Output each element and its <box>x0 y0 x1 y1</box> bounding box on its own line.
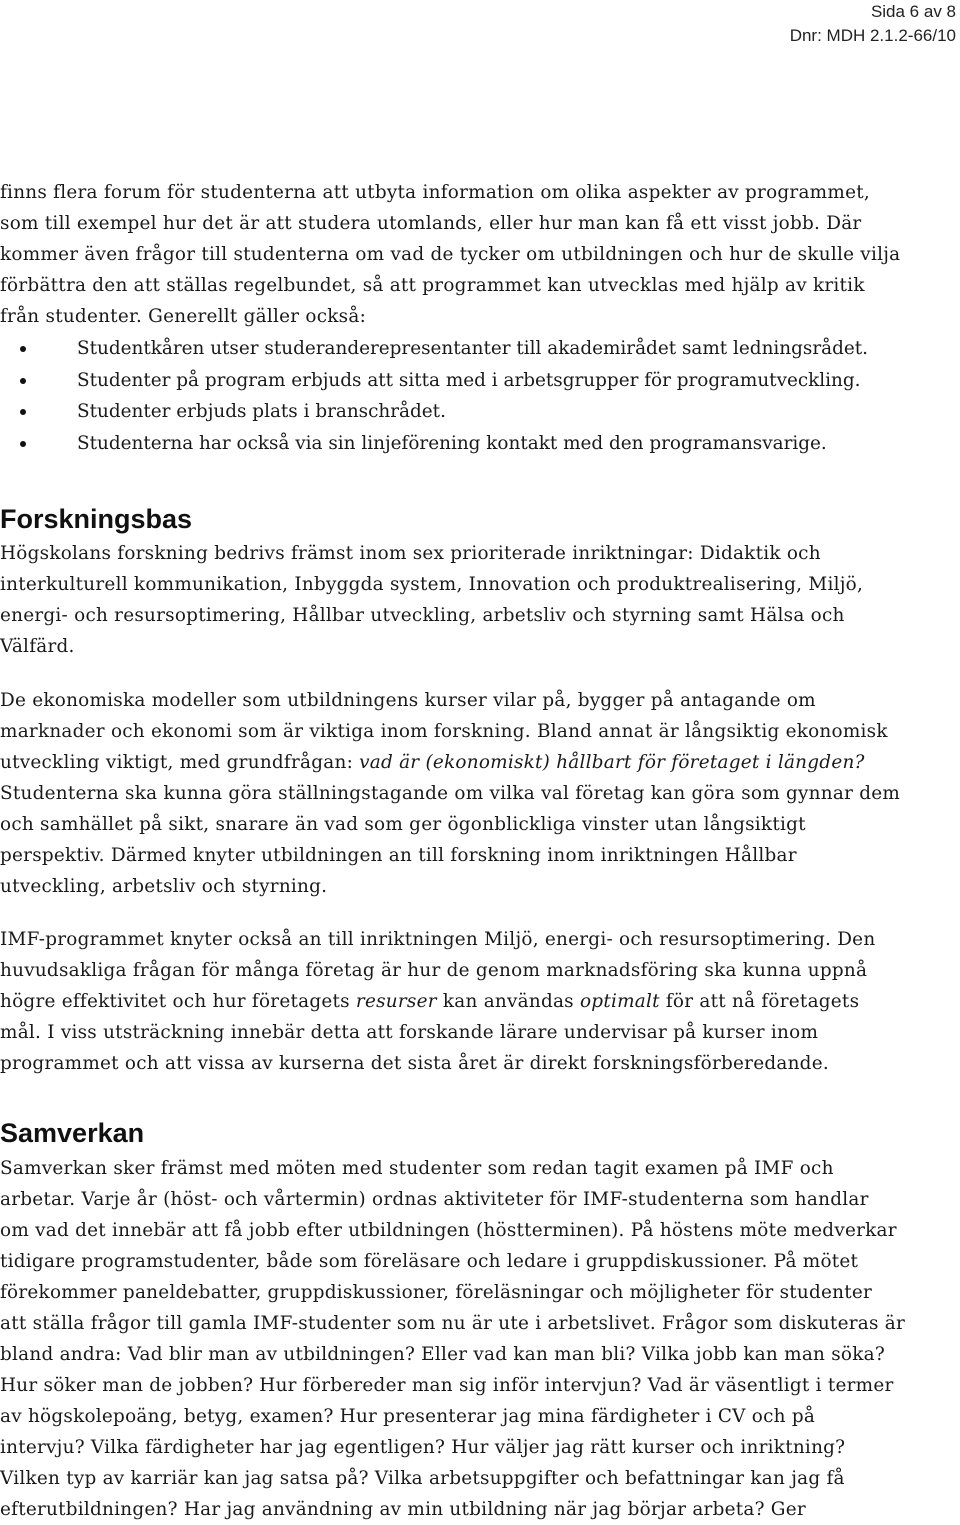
text-line: Högskolans forskning bedrivs främst inom sex prioriterade inriktningar: Didaktik och <box>0 543 821 564</box>
text-line <box>0 986 960 1017</box>
bullet-icon <box>20 346 26 352</box>
text-line: intervju? Vilka färdigheter har jag egentligen? Hur väljer jag rätt kurser och inriktning? <box>0 1437 846 1458</box>
page-header <box>790 0 956 48</box>
text-line: Vilken typ av karriär kan jag satsa på? Vilka arbetsuppgifter och befattningar kan jag få <box>0 1468 845 1489</box>
list-item <box>0 333 960 365</box>
text-line: perspektiv. Därmed knyter utbildningen an till forskning inom inriktningen Hållbar <box>0 845 797 866</box>
text-line: interkulturell kommunikation, Inbyggda system, Innovation och produktrealisering, Miljö, <box>0 574 864 595</box>
text-line: finns flera forum för studenterna att utbyta information om olika aspekter av programmet, <box>0 182 870 203</box>
text-line: De ekonomiska modeller som utbildningens kurser vilar på, bygger på antagande om <box>0 690 816 711</box>
text-line: Hur söker man de jobben? Hur förbereder man sig inför intervjun? Vad är väsentligt i termer <box>0 1375 894 1396</box>
text-run: utveckling viktigt, med grundfrågan: <box>0 752 360 773</box>
list-item <box>0 428 960 460</box>
text-line: och samhället på sikt, snarare än vad som ger ögonblickliga vinster utan långsiktigt <box>0 814 806 835</box>
text-line: förbättra den att ställas regelbundet, så att programmet kan utvecklas med hjälp av kritik <box>0 275 865 296</box>
section-heading-forskningsbas: Forskningsbas <box>0 504 193 534</box>
emphasized-word: resurser <box>355 991 437 1012</box>
text-line <box>0 747 960 778</box>
text-line: energi- och resursoptimering, Hållbar utveckling, arbetsliv och styrning samt Hälsa och <box>0 605 845 626</box>
intro-paragraph <box>0 177 960 332</box>
bullet-icon <box>20 409 26 415</box>
text-line: tidigare programstudenter, både som föreläsare och ledare i gruppdiskussioner. På mötet <box>0 1251 859 1272</box>
emphasized-word: optimalt <box>579 991 660 1012</box>
text-line: förekommer paneldebatter, gruppdiskussioner, föreläsningar och möjligheter för studenter <box>0 1282 873 1303</box>
text-line: av högskolepoäng, betyg, examen? Hur presenterar jag mina färdigheter i CV och på <box>0 1406 816 1427</box>
text-line: IMF-programmet knyter också an till inriktningen Miljö, energi- och resursoptimering. Den <box>0 929 876 950</box>
text-line: Samverkan sker främst med möten med studenter som redan tagit examen på IMF och <box>0 1158 834 1179</box>
list-item <box>0 365 960 397</box>
list-item-text: Studenter erbjuds plats i branschrådet. <box>77 401 446 422</box>
text-line: Välfärd. <box>0 636 75 657</box>
bullet-icon <box>20 378 26 384</box>
text-line: arbetar. Varje år (höst- och vårtermin) ordnas aktiviteter för IMF-studenterna som handlar <box>0 1189 869 1210</box>
text-line: mål. I viss utsträckning innebär detta att forskande lärare undervisar på kurser inom <box>0 1022 819 1043</box>
list-item <box>0 396 960 428</box>
samverkan-paragraph <box>0 1153 960 1525</box>
text-line: programmet och att vissa av kurserna det sista året är direkt forskningsförberedande. <box>0 1053 829 1074</box>
section-heading-samverkan: Samverkan <box>0 1118 145 1148</box>
list-item-text: Studentkåren utser studeranderepresentanter till akademirådet samt ledningsrådet. <box>77 338 868 359</box>
emphasized-question: vad är (ekonomiskt) hållbart för företaget i längden? <box>359 752 865 773</box>
forskningsbas-paragraph-2 <box>0 685 960 902</box>
list-item-text: Studenter på program erbjuds att sitta med i arbetsgrupper för programutveckling. <box>77 369 861 391</box>
bullet-list <box>0 333 960 459</box>
text-line: Studenterna ska kunna göra ställningstagande om vilka val företag kan göra som gynnar dem <box>0 783 901 804</box>
text-line: som till exempel hur det är att studera utomlands, eller hur man kan få ett visst jobb. Där <box>0 213 862 234</box>
text-line: kommer även frågor till studenterna om vad de tycker om utbildningen och hur de skulle vilja <box>0 244 901 265</box>
text-line: från studenter. Generellt gäller också: <box>0 306 367 327</box>
text-line: efterutbildningen? Har jag användning av min utbildning när jag börjar arbeta? Ger <box>0 1499 806 1520</box>
text-line: om vad det innebär att få jobb efter utbildningen (höstterminen). På höstens möte medverkar <box>0 1220 897 1241</box>
text-line: bland andra: Vad blir man av utbildningen? Eller vad kan man bli? Vilka jobb kan man söka? <box>0 1344 885 1365</box>
text-run: för att nå företagets <box>659 991 860 1012</box>
forskningsbas-paragraph-1 <box>0 538 960 662</box>
text-line: utveckling, arbetsliv och styrning. <box>0 876 328 897</box>
text-line: att ställa frågor till gamla IMF-studenter som nu är ute i arbetslivet. Frågor som diskuteras är <box>0 1313 905 1334</box>
text-line: marknader och ekonomi som är viktiga inom forskning. Bland annat är långsiktig ekonomisk <box>0 721 888 742</box>
bullet-icon <box>20 441 26 447</box>
text-line: huvudsakliga frågan för många företag är hur de genom marknadsföring ska kunna uppnå <box>0 960 868 981</box>
text-run: kan användas <box>436 991 580 1012</box>
forskningsbas-paragraph-3 <box>0 924 960 1079</box>
text-run: högre effektivitet och hur företagets <box>0 991 356 1012</box>
page-number: Sida 6 av 8 <box>870 2 956 21</box>
list-item-text: Studenterna har också via sin linjeförening kontakt med den programansvarige. <box>77 432 827 454</box>
document-number: Dnr: MDH 2.1.2-66/10 <box>789 26 956 45</box>
